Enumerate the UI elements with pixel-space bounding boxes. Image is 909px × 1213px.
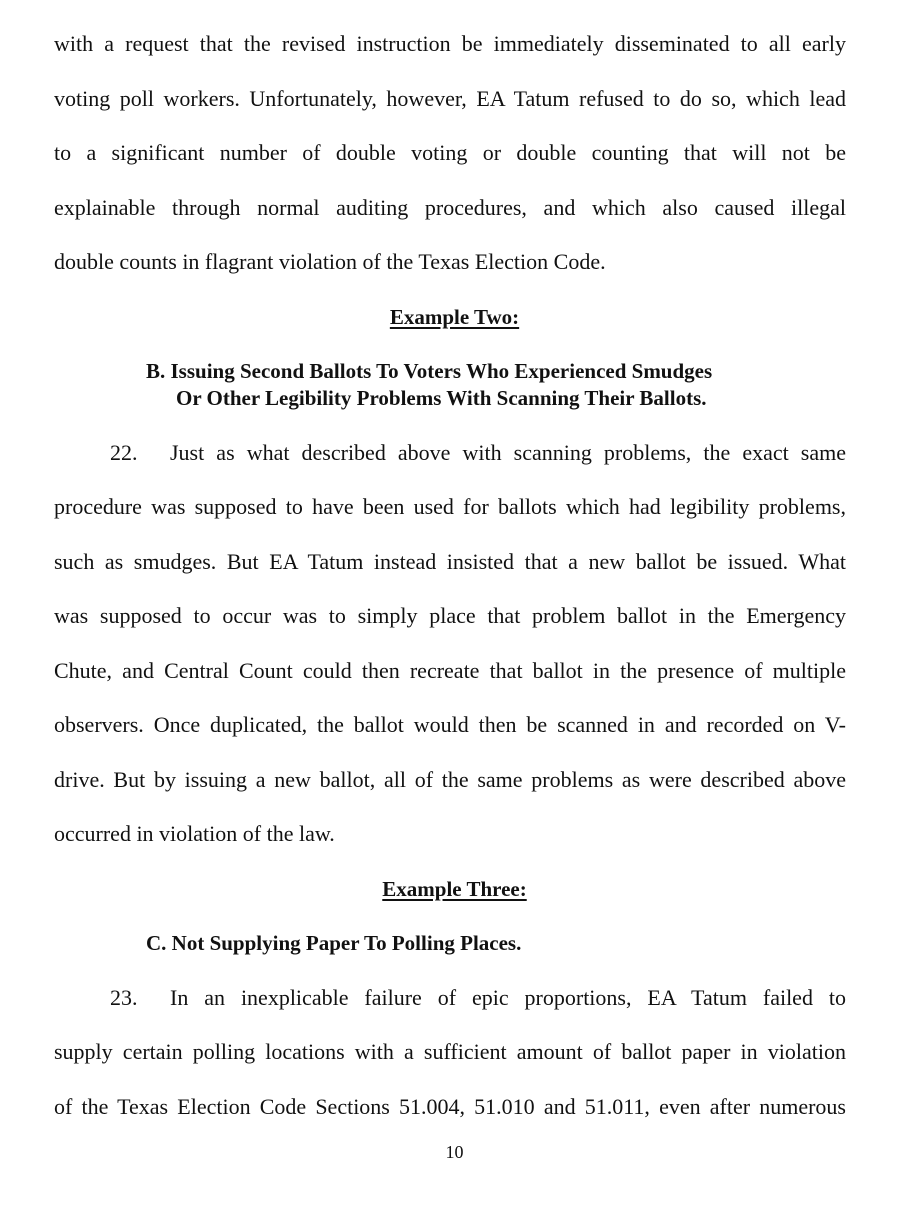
body-text-line: supply certain polling locations with a sufficient amount of ballot paper in violation [54,1039,846,1064]
subheading-c: C. Not Supplying Paper To Polling Places. [146,931,522,955]
body-text-line: occurred in violation of the law. [54,821,335,846]
body-text-line: double counts in flagrant violation of the Texas Election Code. [54,249,606,274]
paragraph-number: 23. [110,985,138,1010]
body-text-line: of the Texas Election Code Sections 51.004, 51.010 and 51.011, even after numerous [54,1094,846,1119]
body-text-line: drive. But by issuing a new ballot, all of the same problems as were described above [54,767,846,792]
section-heading-example-three: Example Three: [382,877,527,901]
subheading-b-line2: Or Other Legibility Problems With Scanning Their Ballots. [176,386,707,410]
paragraph-23-first-line [54,985,846,1011]
paragraph-22-first-line [54,440,846,466]
paragraph-text: Just as what described above with scanning problems, the exact same [170,440,846,465]
page-number: 10 [445,1142,464,1162]
body-text-line: such as smudges. But EA Tatum instead insisted that a new ballot be issued. What [54,549,846,574]
section-heading-example-two: Example Two: [389,305,520,329]
body-text-line: to a significant number of double voting or double counting that will not be [54,140,846,165]
body-text-line: observers. Once duplicated, the ballot would then be scanned in and recorded on V- [54,712,846,737]
body-text-line: explainable through normal auditing procedures, and which also caused illegal [54,195,846,220]
body-text-line: procedure was supposed to have been used for ballots which had legibility problems, [54,494,846,519]
body-text-line: with a request that the revised instruction be immediately disseminated to all early [54,31,846,56]
body-text-line: Chute, and Central Count could then recreate that ballot in the presence of multiple [54,658,846,683]
subheading-b-line1: B. Issuing Second Ballots To Voters Who Experienced Smudges [146,359,713,383]
body-text-line: voting poll workers. Unfortunately, however, EA Tatum refused to do so, which lead [54,86,846,111]
paragraph-number: 22. [110,440,138,465]
paragraph-text: In an inexplicable failure of epic proportions, EA Tatum failed to [170,985,846,1010]
body-text-line: was supposed to occur was to simply place that problem ballot in the Emergency [54,603,846,628]
